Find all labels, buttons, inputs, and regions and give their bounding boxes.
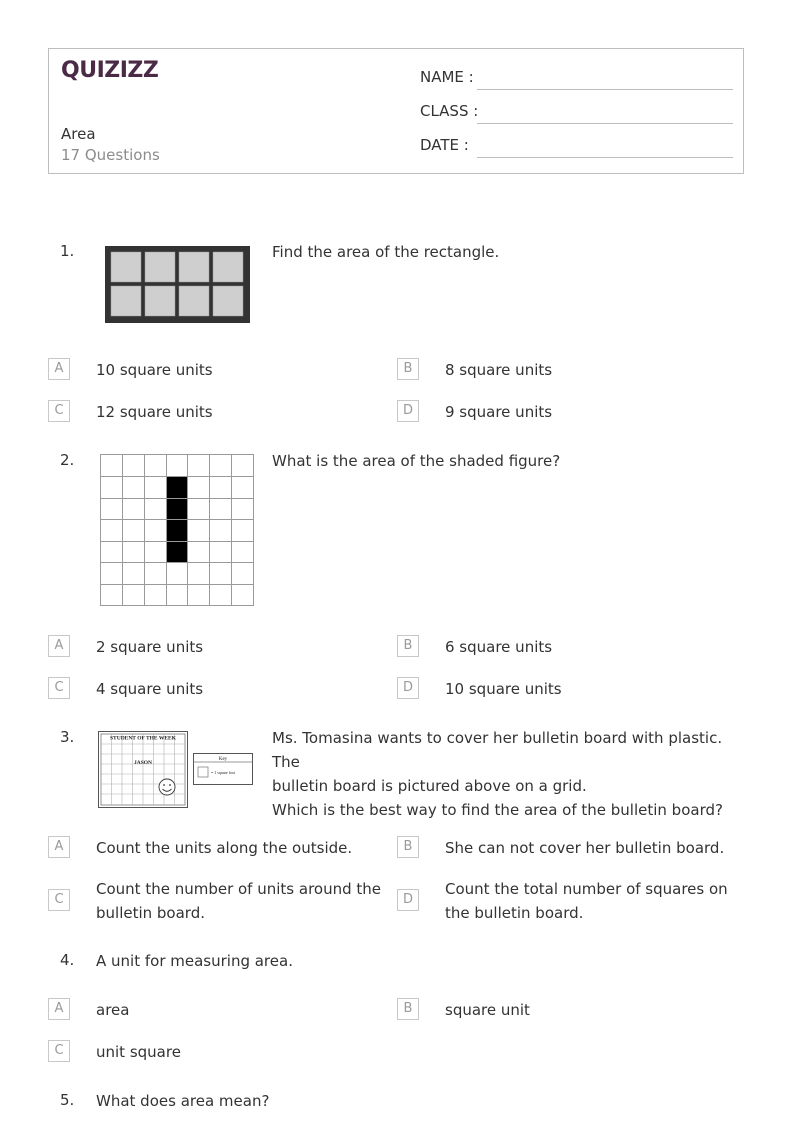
option-text[interactable]: 10 square units bbox=[96, 361, 213, 379]
name-label: NAME : bbox=[420, 68, 474, 86]
question-text-line: Ms. Tomasina wants to cover her bulletin board with plastic. The bbox=[272, 729, 723, 771]
option-text[interactable]: 4 square units bbox=[96, 680, 204, 698]
quizizz-logo: QUIZIZZ bbox=[61, 58, 159, 83]
question-number: 3. bbox=[60, 728, 75, 746]
option-letter[interactable]: C bbox=[48, 400, 70, 422]
board-name-text: JASON bbox=[133, 760, 153, 766]
board-title-text: STUDENT OF THE WEEK bbox=[110, 735, 176, 742]
question-text: Find the area of the rectangle. bbox=[272, 243, 500, 261]
option-letter[interactable]: B bbox=[397, 998, 419, 1020]
option-letter[interactable]: B bbox=[397, 358, 419, 380]
shaded-grid-figure bbox=[100, 454, 255, 607]
option-letter[interactable]: D bbox=[397, 889, 419, 911]
option-letter[interactable]: A bbox=[48, 998, 70, 1020]
option-text[interactable]: square unit bbox=[445, 1001, 530, 1019]
option-text-line: bulletin board. bbox=[96, 904, 205, 922]
bulletin-board-figure bbox=[98, 731, 254, 809]
option-text[interactable] bbox=[96, 836, 386, 860]
option-letter[interactable]: D bbox=[397, 677, 419, 699]
option-letter[interactable]: A bbox=[48, 836, 70, 858]
question-text: What does area mean? bbox=[96, 1092, 270, 1110]
option-text-line: She can not cover her bulletin board. bbox=[445, 839, 725, 857]
option-text-line: Count the units along the outside. bbox=[96, 839, 353, 857]
worksheet-title: Area bbox=[61, 125, 96, 143]
question-text-line: Which is the best way to find the area of the bulletin board? bbox=[272, 801, 723, 819]
option-letter[interactable]: C bbox=[48, 1040, 70, 1062]
date-label: DATE : bbox=[420, 136, 469, 154]
question-number: 5. bbox=[60, 1091, 75, 1109]
key-text: = 1 square foot bbox=[211, 770, 236, 775]
question-number: 2. bbox=[60, 451, 75, 469]
question-text-line: bulletin board is pictured above on a grid. bbox=[272, 777, 587, 795]
option-text[interactable]: 8 square units bbox=[445, 361, 553, 379]
option-text[interactable]: 2 square units bbox=[96, 638, 204, 656]
worksheet-header bbox=[48, 48, 744, 174]
question-text bbox=[272, 726, 752, 822]
key-title-text: Key bbox=[218, 757, 228, 762]
option-text[interactable]: 9 square units bbox=[445, 403, 553, 421]
question-text: A unit for measuring area. bbox=[96, 952, 293, 970]
name-field[interactable] bbox=[477, 89, 733, 90]
option-letter[interactable]: A bbox=[48, 635, 70, 657]
date-field[interactable] bbox=[477, 157, 733, 158]
option-text[interactable]: unit square bbox=[96, 1043, 181, 1061]
option-text[interactable]: 10 square units bbox=[445, 680, 562, 698]
option-text[interactable]: area bbox=[96, 1001, 130, 1019]
option-letter[interactable]: B bbox=[397, 635, 419, 657]
option-text-line: Count the total number of squares on bbox=[445, 880, 728, 898]
option-letter[interactable]: C bbox=[48, 889, 70, 911]
option-text[interactable] bbox=[445, 877, 735, 925]
option-text-line: the bulletin board. bbox=[445, 904, 584, 922]
question-number: 1. bbox=[60, 242, 75, 260]
rectangle-figure bbox=[105, 246, 250, 323]
option-text[interactable] bbox=[445, 836, 735, 860]
option-letter[interactable]: A bbox=[48, 358, 70, 380]
class-field[interactable] bbox=[477, 123, 733, 124]
option-text-line: Count the number of units around the bbox=[96, 880, 382, 898]
question-count: 17 Questions bbox=[61, 146, 160, 164]
option-letter[interactable]: C bbox=[48, 677, 70, 699]
class-label: CLASS : bbox=[420, 102, 479, 120]
option-text[interactable]: 6 square units bbox=[445, 638, 553, 656]
option-letter[interactable]: D bbox=[397, 400, 419, 422]
option-text[interactable] bbox=[96, 877, 386, 925]
option-text[interactable]: 12 square units bbox=[96, 403, 213, 421]
question-number: 4. bbox=[60, 951, 75, 969]
option-letter[interactable]: B bbox=[397, 836, 419, 858]
question-text: What is the area of the shaded figure? bbox=[272, 452, 561, 470]
